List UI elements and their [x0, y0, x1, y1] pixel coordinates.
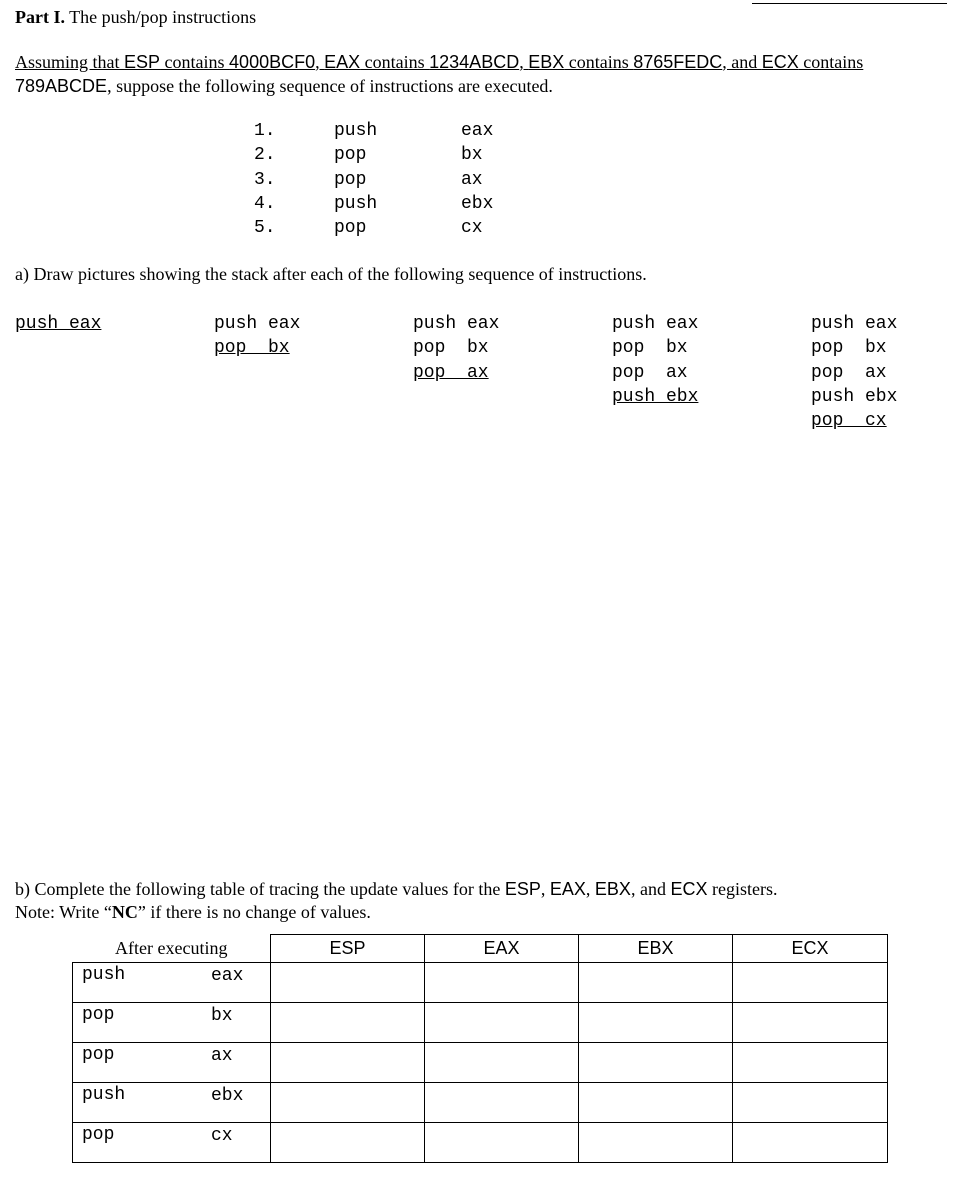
reg-ebx: EBX — [528, 52, 565, 72]
table-row — [73, 963, 888, 1003]
ebx-answer-cell[interactable] — [579, 963, 733, 1003]
listing-op: pop — [334, 218, 367, 239]
instruction-cell — [73, 1123, 271, 1163]
part-b-prompt — [15, 878, 777, 924]
sequence-line: pop bx — [612, 338, 688, 359]
listing-op: push — [334, 121, 378, 141]
ecx-answer-cell[interactable] — [733, 1003, 888, 1043]
ecx-answer-cell[interactable] — [733, 963, 888, 1003]
intro-text: , suppose the following sequence of instructions are executed. — [107, 76, 553, 96]
listing-op: pop — [334, 145, 367, 166]
sequence-line: push ebx — [612, 386, 699, 407]
part-heading — [15, 7, 256, 28]
part-b-text: , — [585, 879, 595, 899]
sequence-5 — [811, 312, 897, 433]
listing-arg: eax — [461, 121, 494, 141]
name-blank-line — [752, 3, 947, 4]
listing-op: push — [334, 193, 378, 214]
listing-arg: cx — [461, 218, 483, 239]
sequence-line: push eax — [214, 314, 301, 334]
ebx-answer-cell[interactable] — [579, 1043, 733, 1083]
row-arg: eax — [211, 966, 244, 986]
row-arg: ebx — [211, 1086, 244, 1106]
row-op: pop — [82, 1005, 115, 1025]
intro-text: contains — [160, 52, 230, 72]
header-eax: EAX — [425, 935, 579, 963]
sequence-line: pop bx — [811, 338, 887, 359]
part-b-reg: ESP — [504, 879, 541, 899]
value-eax: 1234ABCD — [429, 52, 520, 72]
table-row — [73, 1083, 888, 1123]
part-b-reg: ECX — [670, 879, 708, 899]
header-esp: ESP — [271, 935, 425, 963]
instruction-cell — [73, 1083, 271, 1123]
sequence-line: push eax — [15, 314, 102, 334]
ecx-answer-cell[interactable] — [733, 1043, 888, 1083]
part-b-reg: EAX — [549, 879, 586, 899]
value-esp: 4000BCF0 — [229, 52, 316, 72]
part-label: Part I. — [15, 7, 65, 27]
ecx-answer-cell[interactable] — [733, 1123, 888, 1163]
row-arg: cx — [211, 1126, 233, 1146]
listing-arg: ebx — [461, 193, 494, 214]
note-nc: NC — [111, 902, 138, 922]
eax-answer-cell[interactable] — [425, 1003, 579, 1043]
row-arg: bx — [211, 1006, 233, 1026]
intro-text: , — [315, 52, 325, 72]
reg-ecx: ECX — [761, 52, 799, 72]
ebx-answer-cell[interactable] — [579, 1003, 733, 1043]
part-title: The push/pop instructions — [69, 7, 257, 27]
part-b-reg: EBX — [594, 879, 631, 899]
sequence-1 — [15, 312, 101, 336]
row-op: push — [82, 1085, 126, 1105]
table-row — [73, 1123, 888, 1163]
note-text: Note: Write “ — [15, 902, 112, 922]
eax-answer-cell[interactable] — [425, 1083, 579, 1123]
sequence-line: pop bx — [413, 338, 489, 359]
intro-text: contains — [360, 52, 430, 72]
value-ecx: 789ABCDE — [15, 76, 108, 96]
listing-arg: bx — [461, 145, 483, 166]
row-op: push — [82, 965, 126, 985]
intro-text: , — [519, 52, 529, 72]
sequence-4 — [612, 312, 698, 409]
header-after-executing: After executing — [73, 935, 271, 963]
eax-answer-cell[interactable] — [425, 1123, 579, 1163]
eax-answer-cell[interactable] — [425, 1043, 579, 1083]
trace-table — [72, 934, 888, 1163]
instruction-cell — [73, 1003, 271, 1043]
reg-eax: EAX — [324, 52, 361, 72]
table-header-row — [73, 935, 888, 963]
sequence-2 — [214, 312, 300, 361]
sequence-line: pop ax — [413, 362, 489, 383]
intro-text: , and — [722, 52, 762, 72]
part-b-text: registers. — [707, 879, 778, 899]
esp-answer-cell[interactable] — [271, 1083, 425, 1123]
esp-answer-cell[interactable] — [271, 1043, 425, 1083]
sequence-line: pop ax — [612, 362, 688, 383]
row-arg: ax — [211, 1046, 233, 1066]
ecx-answer-cell[interactable] — [733, 1083, 888, 1123]
note-text: ” if there is no change of values. — [137, 902, 371, 922]
esp-answer-cell[interactable] — [271, 963, 425, 1003]
esp-answer-cell[interactable] — [271, 1123, 425, 1163]
intro-text: contains — [564, 52, 634, 72]
listing-number: 1. — [254, 121, 276, 141]
part-b-text: b) Complete the following table of tracing the update values for the — [15, 879, 505, 899]
sequence-line: push eax — [413, 314, 500, 334]
sequence-line: push eax — [612, 314, 699, 334]
sequence-line: push eax — [811, 314, 898, 334]
listing-number: 4. — [254, 193, 276, 214]
part-a-prompt: a) Draw pictures showing the stack after each of the following sequence of instructions. — [15, 264, 647, 284]
table-row — [73, 1043, 888, 1083]
sequence-line: push ebx — [811, 386, 898, 407]
intro-paragraph — [15, 50, 863, 98]
sequence-line: pop bx — [214, 338, 290, 359]
table-row — [73, 1003, 888, 1043]
instruction-cell — [73, 1043, 271, 1083]
intro-text: Assuming that — [15, 52, 125, 72]
sequence-line: pop cx — [811, 411, 887, 432]
listing-arg: ax — [461, 169, 483, 190]
value-ebx: 8765FEDC — [633, 52, 723, 72]
reg-esp: ESP — [124, 52, 161, 72]
instruction-cell — [73, 963, 271, 1003]
row-op: pop — [82, 1125, 115, 1145]
ebx-answer-cell[interactable] — [579, 1123, 733, 1163]
sequence-3 — [413, 312, 499, 385]
listing-op: pop — [334, 169, 367, 190]
listing-number: 2. — [254, 145, 276, 166]
sequence-line: pop ax — [811, 362, 887, 383]
listing-number: 5. — [254, 218, 276, 239]
listing-number: 3. — [254, 169, 276, 190]
intro-text: contains — [798, 52, 864, 72]
ebx-answer-cell[interactable] — [579, 1083, 733, 1123]
row-op: pop — [82, 1045, 115, 1065]
part-b-text: , — [540, 879, 550, 899]
part-b-text: , and — [630, 879, 671, 899]
eax-answer-cell[interactable] — [425, 963, 579, 1003]
header-ebx: EBX — [579, 935, 733, 963]
esp-answer-cell[interactable] — [271, 1003, 425, 1043]
header-ecx: ECX — [733, 935, 888, 963]
